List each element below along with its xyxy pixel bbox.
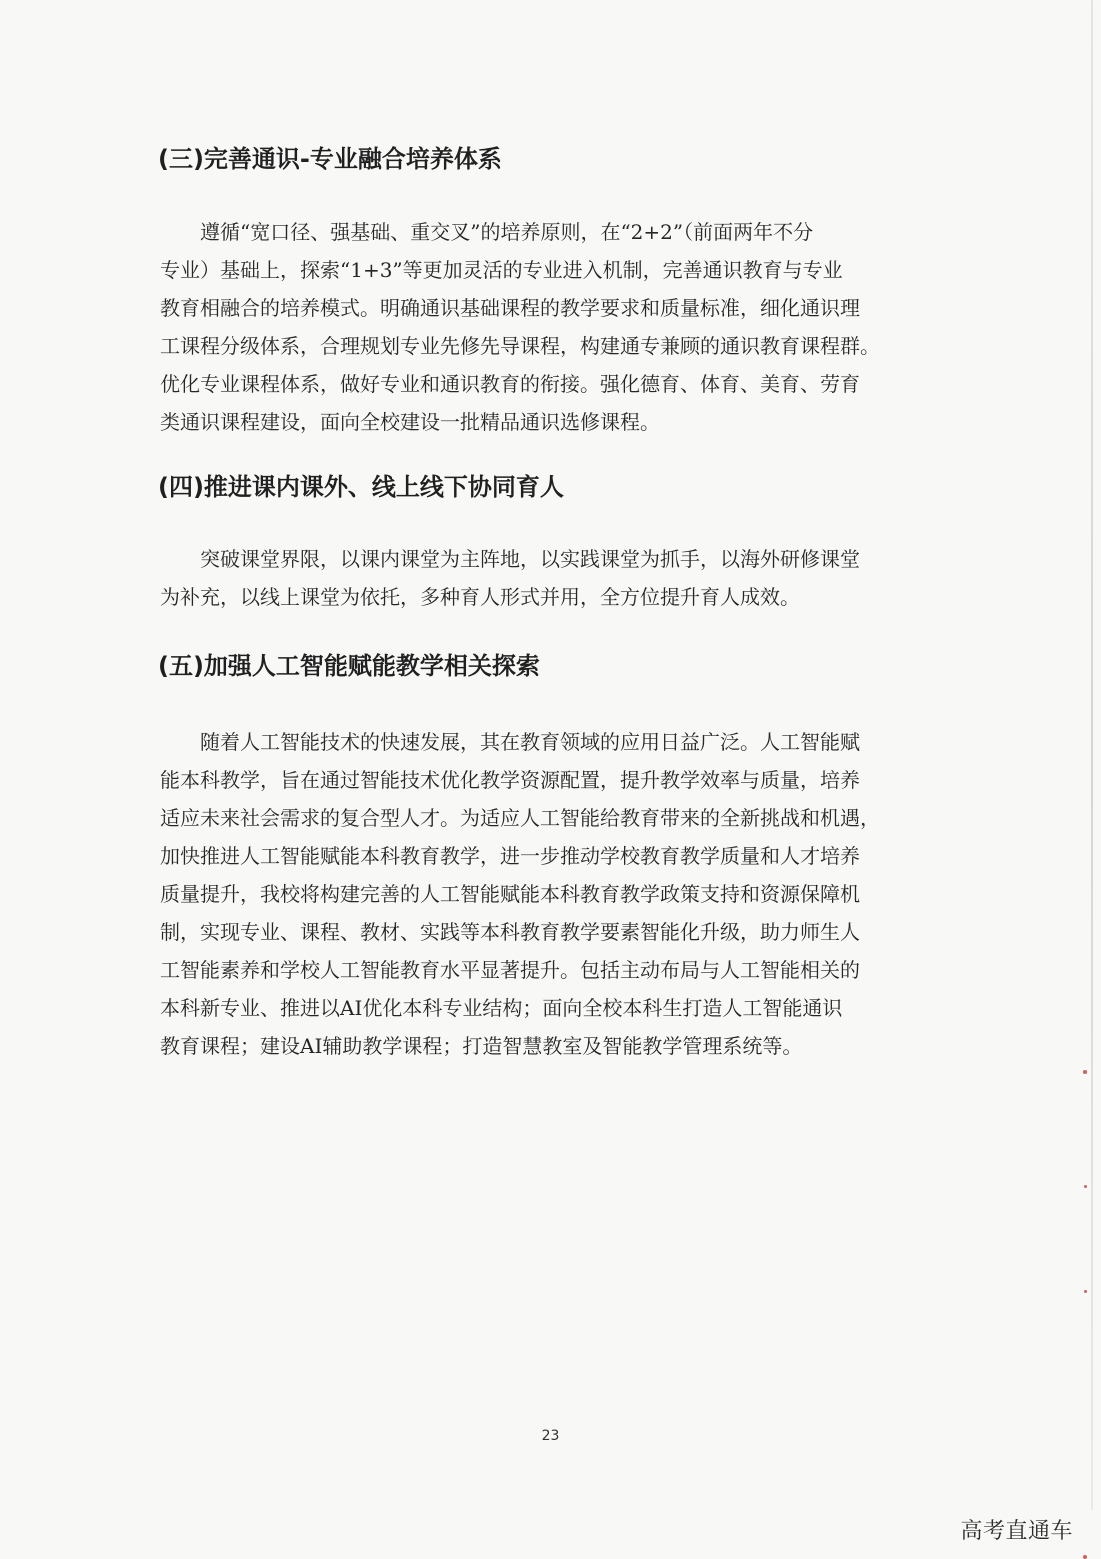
section-4-title: (四)推进课内课外、线上线下协同育人 — [158, 473, 564, 501]
paragraph-line: 为补充，以线上课堂为依托，多种育人形式并用，全方位提升育人成效。 — [160, 585, 800, 609]
page-edge-line — [1091, 0, 1093, 1510]
red-stamp-mark — [1084, 1185, 1087, 1188]
paragraph-line: 教育相融合的培养模式。明确通识基础课程的教学要求和质量标准，细化通识理 — [160, 296, 860, 320]
source-watermark: 高考直通车 — [960, 1519, 1073, 1544]
paragraph-line: 类通识课程建设，面向全校建设一批精品通识选修课程。 — [160, 410, 660, 434]
paragraph-line: 质量提升，我校将构建完善的人工智能赋能本科教育教学政策支持和资源保障机 — [160, 882, 860, 906]
section-5-title: (五)加强人工智能赋能教学相关探索 — [158, 652, 540, 680]
paragraph-line: 专业）基础上，探索“1+3”等更加灵活的专业进入机制，完善通识教育与专业 — [160, 258, 843, 282]
red-stamp-mark — [1083, 1070, 1087, 1074]
page-number: 23 — [541, 1428, 560, 1444]
paragraph-line: 教育课程；建设AI辅助教学课程；打造智慧教室及智能教学管理系统等。 — [160, 1034, 803, 1058]
paragraph-line: 遵循“宽口径、强基础、重交叉”的培养原则，在“2+2”（前面两年不分 — [200, 220, 814, 244]
paragraph-line: 优化专业课程体系，做好专业和通识教育的衔接。强化德育、体育、美育、劳育 — [160, 372, 860, 396]
section-3-paragraph — [160, 213, 930, 441]
section-3-title: (三)完善通识-专业融合培养体系 — [158, 145, 502, 173]
red-stamp-mark — [1084, 1290, 1087, 1293]
paragraph-line: 能本科教学，旨在通过智能技术优化教学资源配置，提升教学效率与质量，培养 — [160, 768, 860, 792]
paragraph-line: 工智能素养和学校人工智能教育水平显著提升。包括主动布局与人工智能相关的 — [160, 958, 860, 982]
paragraph-line: 随着人工智能技术的快速发展，其在教育领域的应用日益广泛。人工智能赋 — [200, 730, 860, 754]
paragraph-line: 适应未来社会需求的复合型人才。为适应人工智能给教育带来的全新挑战和机遇， — [160, 806, 880, 830]
paragraph-line: 制，实现专业、课程、教材、实践等本科教育教学要素智能化升级，助力师生人 — [160, 920, 860, 944]
red-stamp-mark — [1083, 1555, 1087, 1559]
paragraph-line: 本科新专业、推进以AI优化本科专业结构；面向全校本科生打造人工智能通识 — [160, 996, 843, 1020]
paragraph-line: 加快推进人工智能赋能本科教育教学，进一步推动学校教育教学质量和人才培养 — [160, 844, 860, 868]
paragraph-line: 突破课堂界限，以课内课堂为主阵地，以实践课堂为抓手，以海外研修课堂 — [200, 547, 860, 571]
section-5-paragraph — [160, 723, 930, 1065]
paragraph-line: 工课程分级体系，合理规划专业先修先导课程，构建通专兼顾的通识教育课程群。 — [160, 334, 880, 358]
section-4-paragraph — [160, 540, 930, 616]
